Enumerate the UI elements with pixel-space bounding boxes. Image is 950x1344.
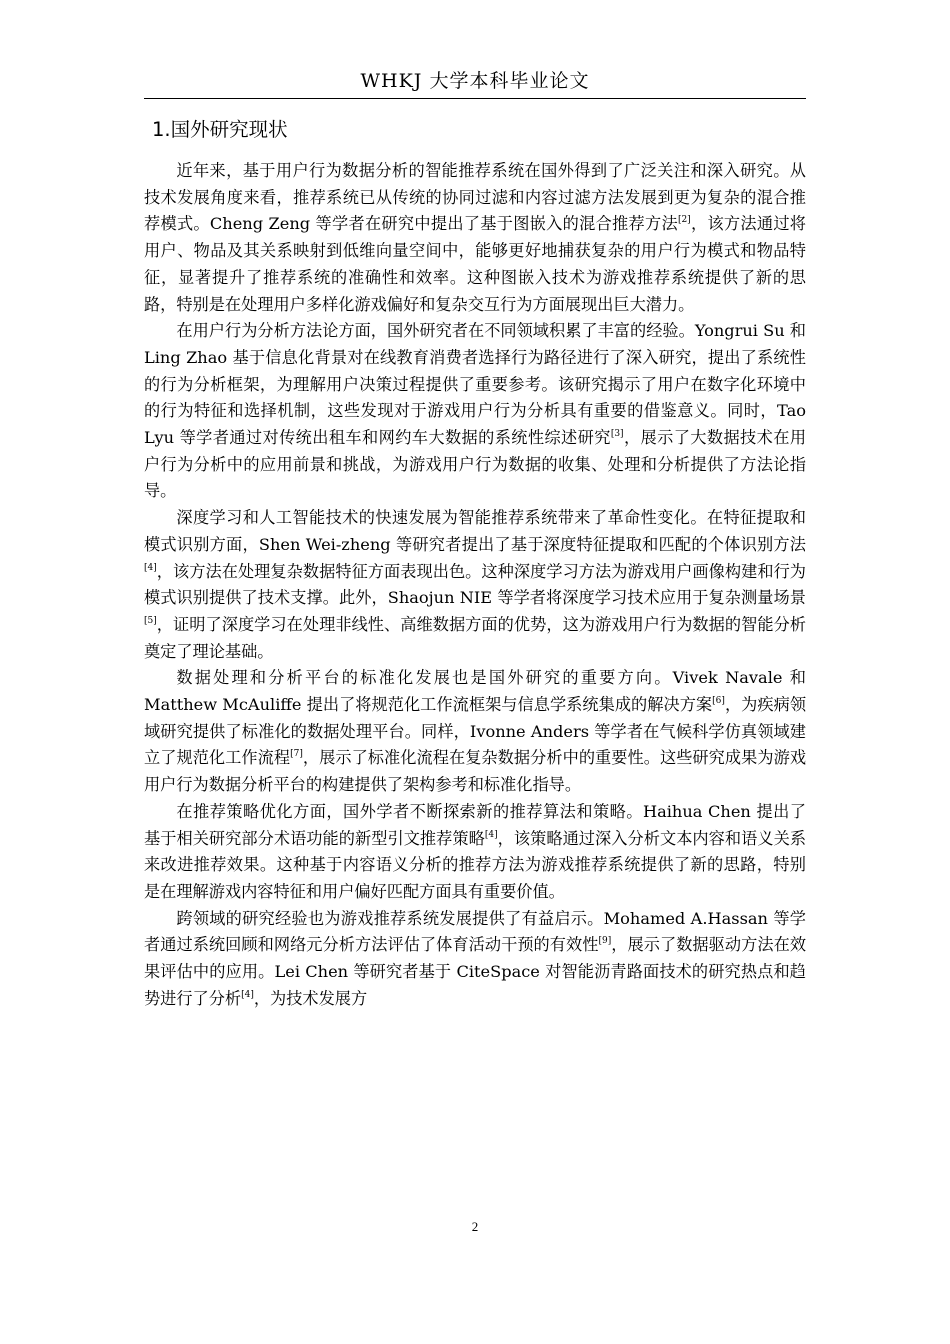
body-paragraph (144, 158, 806, 318)
citation-marker: [6] (712, 696, 725, 707)
paragraph-text: ，展示了数据驱动方法在效果评估中的应用。Lei Chen 等研究者基于 CiteSpace 对智能沥青路面技术的研究热点和趋势进行了分析 (144, 935, 807, 1008)
paragraph-text: 数据处理和分析平台的标准化发展也是国外研究的重要方向。Vivek Navale 和 Matthew McAuliffe 提出了将规范化工作流框架与信息学系统集成的解决方案 (144, 668, 806, 715)
citation-marker: [2] (677, 215, 691, 226)
body-paragraph (144, 906, 806, 1013)
running-header: WHKJ 大学本科毕业论文 (360, 70, 590, 92)
citation-marker: [4] (241, 989, 254, 1000)
citation-marker: [5] (144, 615, 157, 626)
paragraph-text: ，为技术发展方 (253, 988, 368, 1008)
body-paragraph (144, 799, 806, 906)
body-text (144, 158, 806, 1013)
paragraph-text: ，展示了标准化流程在复杂数据分析中的重要性。这些研究成果为游戏用户行为数据分析平台的构建提供了架构参考和标准化指导。 (144, 748, 807, 795)
citation-marker: [4] (144, 562, 157, 573)
page-number: 2 (471, 1219, 479, 1234)
paragraph-text: ，该策略通过深入分析文本内容和语义关系来改进推荐效果。这种基于内容语义分析的推荐方法为游戏推荐系统提供了新的思路，特别是在理解游戏内容特征和用户偏好匹配方面具有重要价值。 (144, 828, 807, 901)
citation-marker: [4] (484, 829, 498, 840)
paragraph-text: 在推荐策略优化方面，国外学者不断探索新的推荐算法和策略。Haihua Chen 提出了基于相关研究部分术语功能的新型引文推荐策略 (144, 801, 806, 848)
citation-marker: [9] (598, 936, 612, 947)
citation-marker: [7] (290, 749, 303, 760)
header-rule (144, 98, 806, 99)
paragraph-text: 跨领域的研究经验也为游戏推荐系统发展提供了有益启示。Mohamed A.Hassan 等学者通过系统回顾和网络元分析方法评估了体育活动干预的有效性 (144, 908, 806, 955)
section-title: 1.国外研究现状 (152, 118, 288, 141)
paragraph-text: 在用户行为分析方法论方面，国外研究者在不同领域积累了丰富的经验。Yongrui Su 和 Ling Zhao 基于信息化背景对在线教育消费者选择行为路径进行了深入研究，提出了系统性的行为分析框架，为理解用户决策过程提供了重要参考。该研究揭示了用户在数字化环境中的行为特征和选择机制，这些发现对于游戏用户行为分析具有重要的借鉴意义。同时，Tao Lyu 等学者通过对传统出租车和网约车大数据的系统性综述研究 (144, 321, 806, 448)
citation-marker: [3] (610, 429, 624, 440)
paragraph-text: ，为疾病领域研究提供了标准化的数据处理平台。同样，Ivonne Anders 等学者在气候科学仿真领域建立了规范化工作流程 (144, 695, 807, 768)
paragraph-text: ，展示了大数据技术在用户行为分析中的应用前景和挑战，为游戏用户行为数据的收集、处理和分析提供了方法论指导。 (144, 428, 807, 501)
paragraph-text: ，该方法通过将用户、物品及其关系映射到低维向量空间中，能够更好地捕获复杂的用户行为模式和物品特征，显著提升了推荐系统的准确性和效率。这种图嵌入技术为游戏推荐系统提供了新的思路，特别是在处理用户多样化游戏偏好和复杂交互行为方面展现出巨大潜力。 (144, 214, 806, 314)
body-paragraph (144, 665, 806, 799)
body-paragraph (144, 318, 806, 505)
paragraph-text: 近年来，基于用户行为数据分析的智能推荐系统在国外得到了广泛关注和深入研究。从技术发展角度来看，推荐系统已从传统的协同过滤和内容过滤方法发展到更为复杂的混合推荐模式。Cheng Zeng 等学者在研究中提出了基于图嵌入的混合推荐方法 (144, 161, 806, 234)
paragraph-text: ，该方法在处理复杂数据特征方面表现出色。这种深度学习方法为游戏用户画像构建和行为模式识别提供了技术支撑。此外，Shaojun NIE 等学者将深度学习技术应用于复杂测量场景 (144, 561, 806, 608)
body-paragraph (144, 505, 806, 665)
paragraph-text: 深度学习和人工智能技术的快速发展为智能推荐系统带来了革命性变化。在特征提取和模式识别方面，Shen Wei-zheng 等研究者提出了基于深度特征提取和匹配的个体识别方法 (144, 508, 806, 554)
paragraph-text: ，证明了深度学习在处理非线性、高维数据方面的优势，这为游戏用户行为数据的智能分析奠定了理论基础。 (144, 614, 806, 661)
